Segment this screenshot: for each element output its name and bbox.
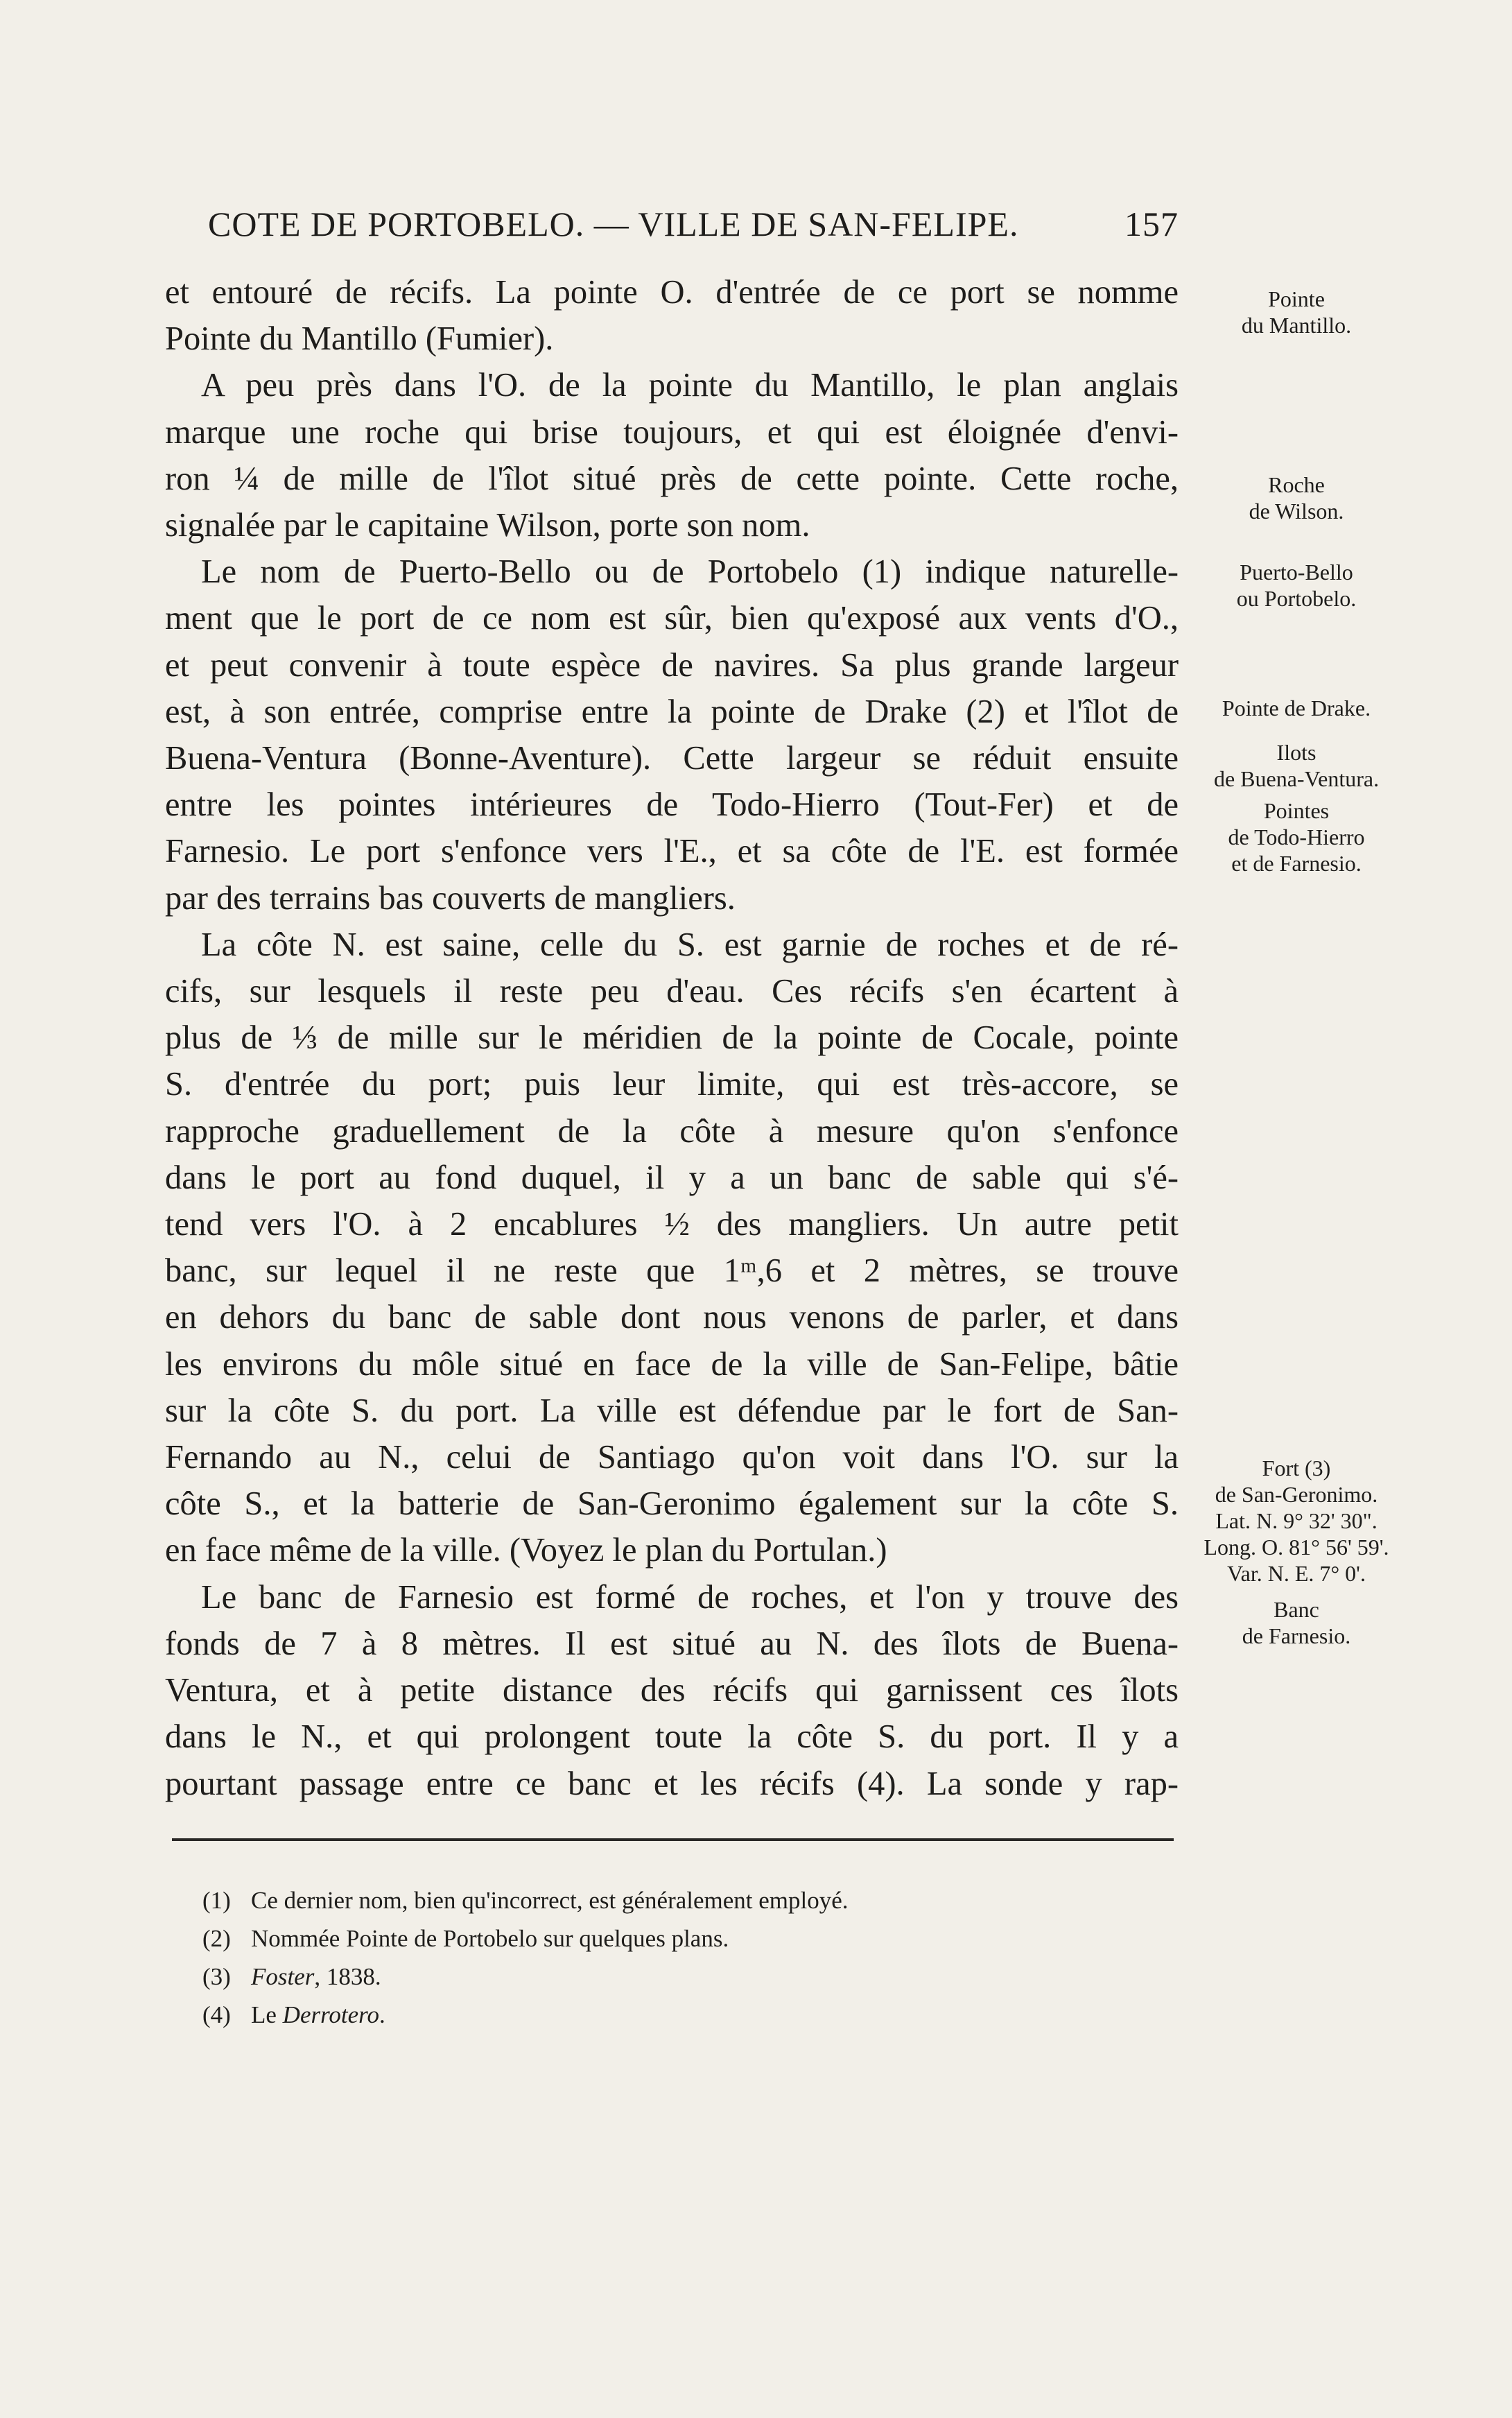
paragraph — [165, 549, 1179, 922]
body-text — [165, 269, 1179, 1807]
text-line: et entouré de récifs. La pointe O. d'entrée de ce port se nomme — [165, 274, 1179, 311]
footnote-text: Foster, 1838. — [251, 1963, 381, 1990]
footnote — [202, 1996, 1104, 2034]
margin-note-line: du Mantillo. — [1241, 313, 1352, 338]
margin-note-line: Long. O. 81° 56' 59'. — [1203, 1535, 1389, 1560]
footnote-italic: Derrotero — [282, 2001, 380, 2028]
paragraph — [165, 922, 1179, 1574]
margin-note-line: Pointes — [1263, 798, 1330, 823]
text-line: entre les pointes intérieures de Todo-Hierro (Tout-Fer) et de — [165, 786, 1179, 824]
text-line: ron ¼ de mille de l'îlot situé près de cette pointe. Cette roche, — [165, 460, 1179, 497]
text-line: Farnesio. Le port s'enfonce vers l'E., et sa côte de l'E. est formée — [165, 833, 1179, 870]
footnote-text: Le Derrotero. — [251, 2001, 385, 2028]
margin-note-line: et de Farnesio. — [1231, 851, 1362, 876]
text-line: les environs du môle situé en face de la ville de San-Felipe, bâtie — [165, 1345, 1179, 1383]
footnote-text: Nommée Pointe de Portobelo sur quelques plans. — [251, 1925, 729, 1952]
margin-note-line: de Todo-Hierro — [1228, 824, 1365, 849]
text-line: côte S., et la batterie de San-Geronimo également sur la côte S. — [165, 1485, 1179, 1523]
margin-note-line: de Farnesio. — [1242, 1623, 1351, 1648]
text-line: Buena-Ventura (Bonne-Aventure). Cette largeur se réduit ensuite — [165, 740, 1179, 777]
text-line: dans le N., et qui prolongent toute la côte S. du port. Il y a — [165, 1718, 1179, 1756]
footnote-number: (3) — [202, 1963, 231, 1990]
text-line: par des terrains bas couverts de mangliers. — [165, 879, 736, 917]
page-number: 157 — [1124, 205, 1179, 243]
text-line: rapproche graduellement de la côte à mesure qu'on s'enfonce — [165, 1112, 1179, 1150]
header-title: COTE DE PORTOBELO. — VILLE DE SAN-FELIPE. — [208, 205, 1019, 243]
margin-note-line: Roche — [1268, 472, 1325, 497]
text-line: plus de ⅓ de mille sur le méridien de la pointe de Cocale, pointe — [165, 1019, 1179, 1057]
text-line: ment que le port de ce nom est sûr, bien qu'exposé aux vents d'O., — [165, 600, 1179, 637]
text-line: Fernando au N., celui de Santiago qu'on voit dans l'O. sur la — [165, 1439, 1179, 1476]
text-line: est, à son entrée, comprise entre la pointe de Drake (2) et l'îlot de — [165, 693, 1179, 730]
footnote-divider — [172, 1838, 1174, 1841]
footnote — [202, 1919, 1104, 1958]
text-line: Ventura, et à petite distance des récifs qui garnissent ces îlots — [165, 1672, 1179, 1709]
margin-note-line: Fort (3) — [1262, 1456, 1331, 1480]
margin-note — [1192, 1596, 1400, 1649]
margin-note — [1192, 797, 1400, 876]
text-line: sur la côte S. du port. La ville est défendue par le fort de San- — [165, 1392, 1179, 1429]
text-line: banc, sur lequel il ne reste que 1ᵐ,6 et 2 mètres, se trouve — [165, 1252, 1179, 1290]
footnote-text: Ce dernier nom, bien qu'incorrect, est généralement employé. — [251, 1887, 849, 1914]
paragraph — [165, 269, 1179, 362]
margin-note-line: ou Portobelo. — [1236, 586, 1357, 611]
text-line: en face même de la ville. (Voyez le plan du Portulan.) — [165, 1532, 887, 1569]
text-line: marque une roche qui brise toujours, et qui est éloignée d'envi- — [165, 413, 1179, 451]
text-line: pourtant passage entre ce banc et les récifs (4). La sonde y rap- — [165, 1765, 1179, 1802]
text-line: La côte N. est saine, celle du S. est garnie de roches et de ré- — [201, 926, 1179, 963]
footnote-number: (1) — [202, 1887, 231, 1914]
text-line: signalée par le capitaine Wilson, porte son nom. — [165, 507, 810, 544]
text-line: dans le port au fond duquel, il y a un banc de sable qui s'é- — [165, 1159, 1179, 1196]
margin-note-line: Puerto-Bello — [1240, 560, 1353, 585]
footnote — [202, 1881, 1104, 1919]
text-line: en dehors du banc de sable dont nous venons de parler, et dans — [165, 1299, 1179, 1336]
text-line: cifs, sur lesquels il reste peu d'eau. Ces récifs s'en écartent à — [165, 973, 1179, 1010]
margin-note — [1192, 695, 1400, 721]
margin-note — [1192, 559, 1400, 612]
text-line: et peut convenir à toute espèce de navires. Sa plus grande largeur — [165, 646, 1179, 684]
footnote-number: (2) — [202, 1925, 231, 1952]
footnote — [202, 1958, 1104, 1996]
margin-note-line: de Wilson. — [1249, 499, 1344, 524]
margin-note-line: Var. N. E. 7° 0'. — [1227, 1561, 1366, 1586]
text-line: A peu près dans l'O. de la pointe du Mantillo, le plan anglais — [201, 367, 1179, 404]
margin-note-line: Ilots — [1276, 740, 1317, 765]
footnote-italic: Foster — [251, 1963, 315, 1990]
text-line: Le nom de Puerto-Bello ou de Portobelo (1) indique naturelle- — [201, 553, 1179, 591]
margin-note-line: Lat. N. 9° 32' 30". — [1215, 1508, 1378, 1533]
margin-note-line: Pointe — [1268, 286, 1325, 311]
paragraph — [165, 1574, 1179, 1807]
footnotes — [202, 1881, 1104, 2034]
text-line: tend vers l'O. à 2 encablures ½ des mangliers. Un autre petit — [165, 1206, 1179, 1243]
margin-note-line: Banc — [1274, 1597, 1319, 1622]
margin-note — [1192, 739, 1400, 792]
margin-note — [1192, 1455, 1400, 1587]
margin-note — [1192, 286, 1400, 338]
text-line: Pointe du Mantillo (Fumier). — [165, 320, 554, 358]
margin-note-line: de Buena-Ventura. — [1213, 766, 1380, 791]
paragraph — [165, 362, 1179, 549]
text-line: fonds de 7 à 8 mètres. Il est situé au N. des îlots de Buena- — [165, 1625, 1179, 1662]
footnote-number: (4) — [202, 2001, 231, 2028]
margin-note — [1192, 472, 1400, 524]
margin-note-line: de San-Geronimo. — [1215, 1482, 1378, 1507]
text-line: Le banc de Farnesio est formé de roches, et l'on y trouve des — [201, 1578, 1179, 1616]
text-line: S. d'entrée du port; puis leur limite, qui est très-accore, se — [165, 1066, 1179, 1103]
margin-note-line: Pointe de Drake. — [1222, 696, 1371, 720]
